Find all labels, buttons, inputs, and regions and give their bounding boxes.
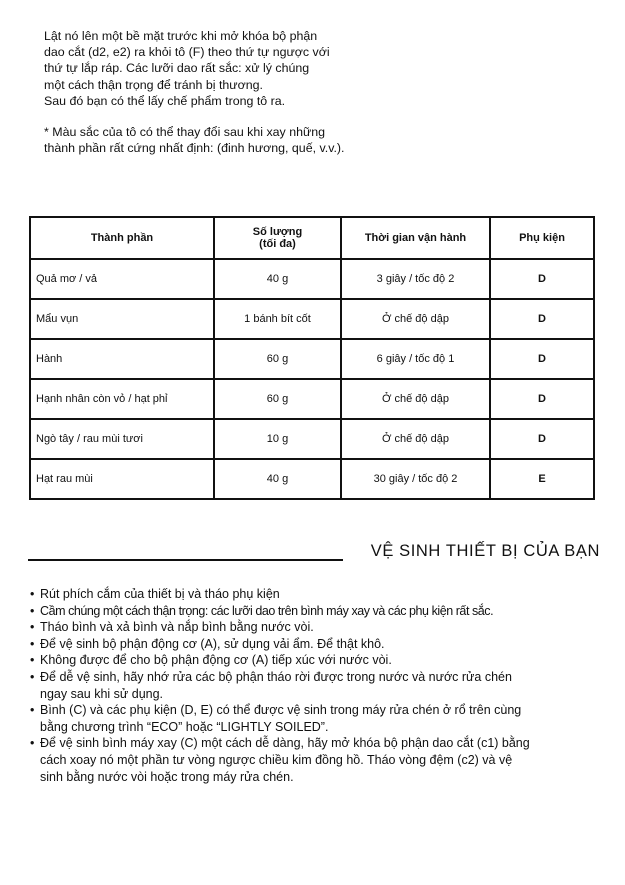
intro-line: Sau đó bạn có thể lấy chế phẩm trong tô ra. xyxy=(44,93,286,108)
intro-text xyxy=(44,28,404,156)
table-row xyxy=(30,459,594,499)
intro-line: dao cắt (d2, e2) ra khỏi tô (F) theo thứ tự ngược với xyxy=(44,45,330,60)
list-item-line: Để vệ sinh bộ phận động cơ (A), sử dụng vải ẩm. Để thật khô. xyxy=(40,636,385,651)
list-item-line: Cầm chúng một cách thận trọng: các lưỡi dao trên bình máy xay và các phụ kiện rất sắc. xyxy=(40,603,494,618)
table-header-row xyxy=(30,217,594,259)
list-item-line: Để dễ vệ sinh, hãy nhớ rửa các bộ phận tháo rời được trong nước và nước rửa chén xyxy=(40,669,512,684)
section-title: VỆ SINH THIẾT BỊ CỦA BẠN xyxy=(370,542,600,560)
cell-quantity: 40 g xyxy=(214,459,341,499)
list-item-line: ngay sau khi sử dụng. xyxy=(40,686,164,701)
list-item-line: Tháo bình và xả bình và nắp bình bằng nước vòi. xyxy=(40,620,314,635)
table-row xyxy=(30,379,594,419)
cell-quantity: 1 bánh bít cốt xyxy=(214,299,341,339)
list-item xyxy=(30,619,600,636)
table-row xyxy=(30,339,594,379)
table-row xyxy=(30,419,594,459)
list-item xyxy=(30,735,600,785)
color-note-line: thành phần rất cứng nhất định: (đinh hương, quế, v.v.). xyxy=(44,141,345,156)
list-item xyxy=(30,603,600,620)
header-ingredient: Thành phần xyxy=(30,217,214,259)
cell-accessory: D xyxy=(490,339,594,379)
cell-accessory: E xyxy=(490,459,594,499)
cell-ingredient: Hạt rau mùi xyxy=(30,459,214,499)
cell-ingredient: Quả mơ / vả xyxy=(30,259,214,299)
color-note-line: * Màu sắc của tô có thể thay đổi sau khi xay những xyxy=(44,125,326,140)
list-item-line: Không được để cho bộ phận động cơ (A) tiếp xúc với nước vòi. xyxy=(40,653,392,668)
cell-quantity: 10 g xyxy=(214,419,341,459)
intro-line: thứ tự lắp ráp. Các lưỡi dao rất sắc: xử lý chúng xyxy=(44,61,310,76)
cell-quantity: 60 g xyxy=(214,339,341,379)
list-item-line: Để vệ sinh bình máy xay (C) một cách dễ dàng, hãy mở khóa bộ phận dao cắt (c1) bằng xyxy=(40,736,530,751)
cell-quantity: 40 g xyxy=(214,259,341,299)
list-item-line: cách xoay nó một phần tư vòng ngược chiều kim đồng hồ. Tháo vòng đệm (c2) và vệ xyxy=(40,752,513,767)
table-row xyxy=(30,259,594,299)
header-accessory: Phụ kiện xyxy=(490,217,594,259)
list-item-line: Bình (C) và các phụ kiện (D, E) có thể được vệ sinh trong máy rửa chén ở rổ trên cùng xyxy=(40,703,522,718)
cell-time: Ở chế độ dập xyxy=(341,419,490,459)
cell-time: 30 giây / tốc độ 2 xyxy=(341,459,490,499)
intro-line: Lật nó lên một bề mặt trước khi mở khóa bộ phận xyxy=(44,29,318,43)
cell-accessory: D xyxy=(490,299,594,339)
cell-time: Ở chế độ dập xyxy=(341,299,490,339)
cell-ingredient: Ngò tây / rau mùi tươi xyxy=(30,419,214,459)
table-row xyxy=(30,299,594,339)
cell-quantity: 60 g xyxy=(214,379,341,419)
cell-time: 3 giây / tốc độ 2 xyxy=(341,259,490,299)
list-item xyxy=(30,586,600,603)
header-time: Thời gian vận hành xyxy=(341,217,490,259)
cell-ingredient: Hạnh nhân còn vỏ / hạt phỉ xyxy=(30,379,214,419)
header-quantity-line1: Số lượng xyxy=(252,226,303,238)
ingredients-table xyxy=(29,216,595,500)
cell-ingredient: Mẩu vụn xyxy=(30,299,214,339)
cleaning-instructions-list xyxy=(30,586,600,785)
cell-accessory: D xyxy=(490,419,594,459)
cell-accessory: D xyxy=(490,379,594,419)
list-item xyxy=(30,636,600,653)
list-item-line: Rút phích cắm của thiết bị và tháo phụ kiện xyxy=(40,587,280,601)
cell-time: Ở chế độ dập xyxy=(341,379,490,419)
list-item xyxy=(30,702,600,735)
intro-line: một cách thận trọng để tránh bị thương. xyxy=(44,77,263,92)
ingredients-table-wrapper xyxy=(29,216,595,500)
cell-accessory: D xyxy=(490,259,594,299)
section-divider xyxy=(28,559,343,561)
cell-ingredient: Hành xyxy=(30,339,214,379)
header-quantity xyxy=(214,217,341,259)
cleaning-section-header xyxy=(28,538,600,568)
header-quantity-line2: (tối đa) xyxy=(259,238,296,250)
cell-time: 6 giây / tốc độ 1 xyxy=(341,339,490,379)
list-item xyxy=(30,669,600,702)
list-item xyxy=(30,652,600,669)
list-item-line: bằng chương trình “ECO” hoặc “LIGHTLY SOILED”. xyxy=(40,719,329,734)
list-item-line: sinh bằng nước vòi hoặc trong máy rửa chén. xyxy=(40,769,294,784)
